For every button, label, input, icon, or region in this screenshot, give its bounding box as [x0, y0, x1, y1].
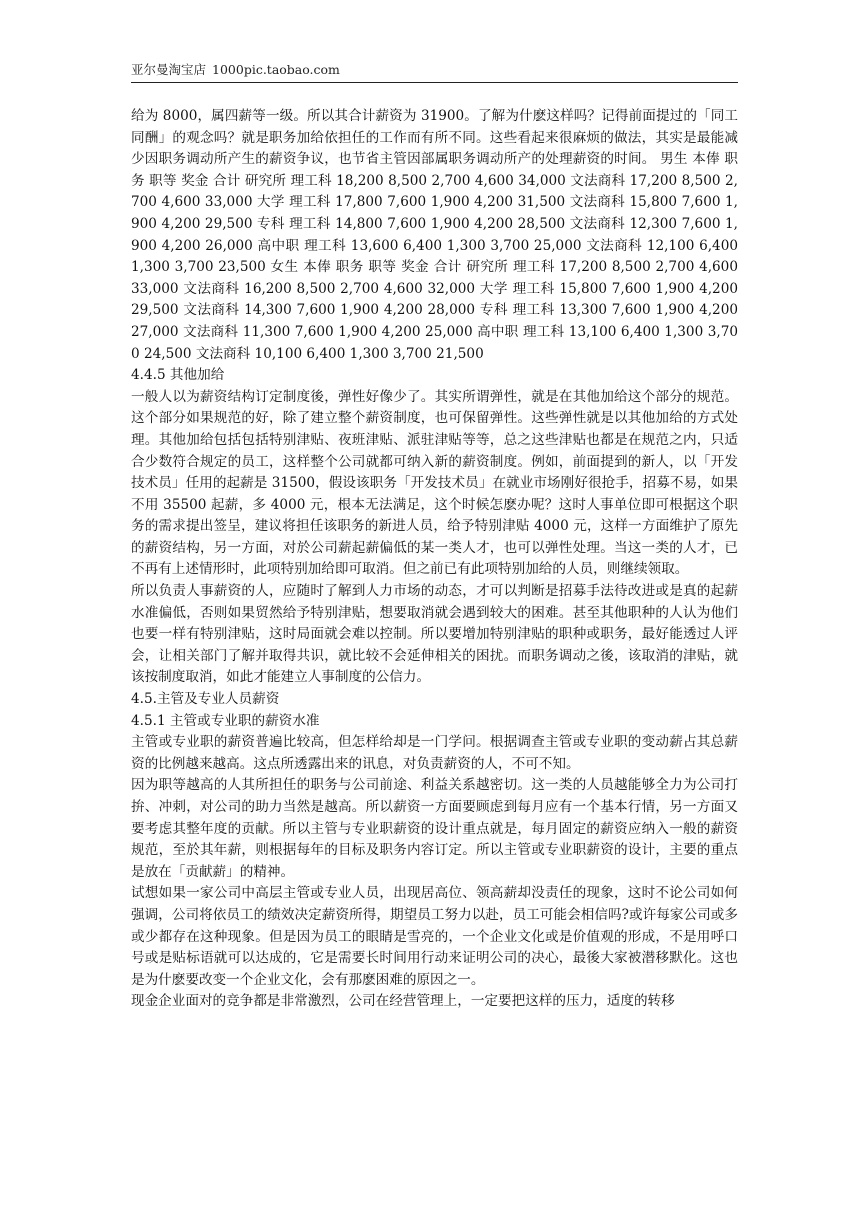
section-heading-manager-salary: 4.5.主管及专业人员薪资 — [131, 691, 280, 708]
paragraph-corporate-culture: 试想如果一家公司中高层主管或专业人员，出现居高位、领高薪却没责任的现象，这时不论公司如何强调，公司将依员工的绩效决定薪资所得，期望员工努力以赴，员工可能会相信吗?或许每家公司或多或少都存在这种现象。但是因为员工的眼睛是雪亮的，一个企业文化或是价值观的形成，不是用呼口号或是贴标语就可以达成的，它是需要长时间用行动来证明公司的决心，最後大家被潜移默化。这也是为什麽要改变一个企业文化，会有那麽困难的原因之一。 — [131, 885, 738, 988]
site-url: 1000pic.taobao.com — [212, 62, 340, 77]
paragraph-contribution-pay: 因为职等越高的人其所担任的职务与公司前途、利益关系越密切。这一类的人员越能够全力为公司打拚、冲刺，对公司的助力当然是越高。所以薪资一方面要顾虑到每月应有一个基本行情，另一方面又要考虑其整年度的贡献。所以主管与专业职薪资的设计重点就是，每月固定的薪资应纳入一般的薪资规范，至於其年薪，则根据每年的目标及职务内容订定。所以主管或专业职薪资的设计，主要的重点是放在「贡献薪」的精神。 — [131, 777, 738, 880]
paragraph-hr-market-dynamics: 所以负责人事薪资的人，应随时了解到人力市场的动态，才可以判断是招募手法待改进或是真的起薪水准偏低，否则如果贸然给予特别津贴，想要取消就会遇到较大的困难。甚至其他职种的人认为他们也要一样有特别津贴，这时局面就会难以控制。所以要增加特别津贴的职种或职务，最好能透过人评会，让相关部门了解并取得共识，就比较不会延伸相关的困扰。而职务调动之後，该取消的津贴，就该按制度取消，如此才能建立人事制度的公信力。 — [131, 583, 738, 686]
paragraph-salary-level: 主管或专业职的薪资普遍比较高，但怎样给却是一门学问。根据调查主管或专业职的变动薪占其总薪资的比例越来越高。这点所透露出来的讯息，对负责薪资的人，不可不知。 — [131, 734, 738, 772]
shop-name: 亚尔曼淘宝店 — [131, 62, 207, 77]
document-body — [131, 106, 738, 1013]
section-heading-other-allowances: 4.4.5 其他加给 — [131, 367, 225, 384]
paragraph-competition: 现金企业面对的竞争都是非常激烈，公司在经营管理上，一定要把这样的压力，适度的转移 — [131, 993, 675, 1010]
page-header — [131, 62, 738, 83]
paragraph-allowance-flexibility: 一般人以为薪资结构订定制度後，弹性好像少了。其实所谓弹性，就是在其他加给这个部分的规范。这个部分如果规范的好，除了建立整个薪资制度，也可保留弹性。这些弹性就是以其他加给的方式处理。其他加给包括包括特别津贴、夜班津贴、派驻津贴等等，总之这些津贴也都是在规范之内，只适合少数符合规定的员工，这样整个公司就都可纳入新的薪资制度。例如，前面提到的新人，以「开发技术员」任用的起薪是 31500，假设该职务「开发技术员」在就业市场刚好很抢手，招募不易，如果不用 35500 起薪，多 4000 元，根本无法满足，这个时候怎麽办呢？这时人事单位即可根据这个职务的需求提出签呈，建议将担任该职务的新进人员，给予特别津贴 4000 元，这样一方面维护了原先的薪资结构，另一方面，对於公司薪起薪偏低的某一类人才，也可以弹性处理。当这一类的人才，已不再有上述情形时，此项特别加给即可取消。但之前已有此项特别加给的人员，则继续领取。 — [131, 388, 738, 578]
salary-table-paragraph: 给为 8000，属四薪等一级。所以其合计薪资为 31900。了解为什麽这样吗？记得前面提过的「同工同酬」的观念吗？就是职务加给依担任的工作而有所不同。这些看起来很麻烦的做法，其实是最能减少因职务调动所产生的薪资争议，也节省主管因部属职务调动所产的处理薪资的时间。 男生 本俸 职务 职等 奖金 合计 研究所 理工科 18,200 8,500 2,700 4,600 34,000 文法商科 17,200 8,500 2,700 4,600 33,000 大学 理工科 17,800 7,600 1,900 4,200 31,500 文法商科 15,800 7,600 1,900 4,200 29,500 专科 理工科 14,800 7,600 1,900 4,200 28,500 文法商科 12,300 7,600 1,900 4,200 26,000 高中职 理工科 13,600 6,400 1,300 3,700 25,000 文法商科 12,100 6,400 1,300 3,700 23,500 女生 本俸 职务 职等 奖金 合计 研究所 理工科 17,200 8,500 2,700 4,600 33,000 文法商科 16,200 8,500 2,700 4,600 32,000 大学 理工科 15,800 7,600 1,900 4,200 29,500 文法商科 14,300 7,600 1,900 4,200 28,000 专科 理工科 13,300 7,600 1,900 4,200 27,000 文法商科 11,300 7,600 1,900 4,200 25,000 高中职 理工科 13,100 6,400 1,300 3,700 24,500 文法商科 10,100 6,400 1,300 3,700 21,500 — [131, 108, 738, 362]
section-heading-salary-level: 4.5.1 主管或专业职的薪资水准 — [131, 712, 320, 729]
